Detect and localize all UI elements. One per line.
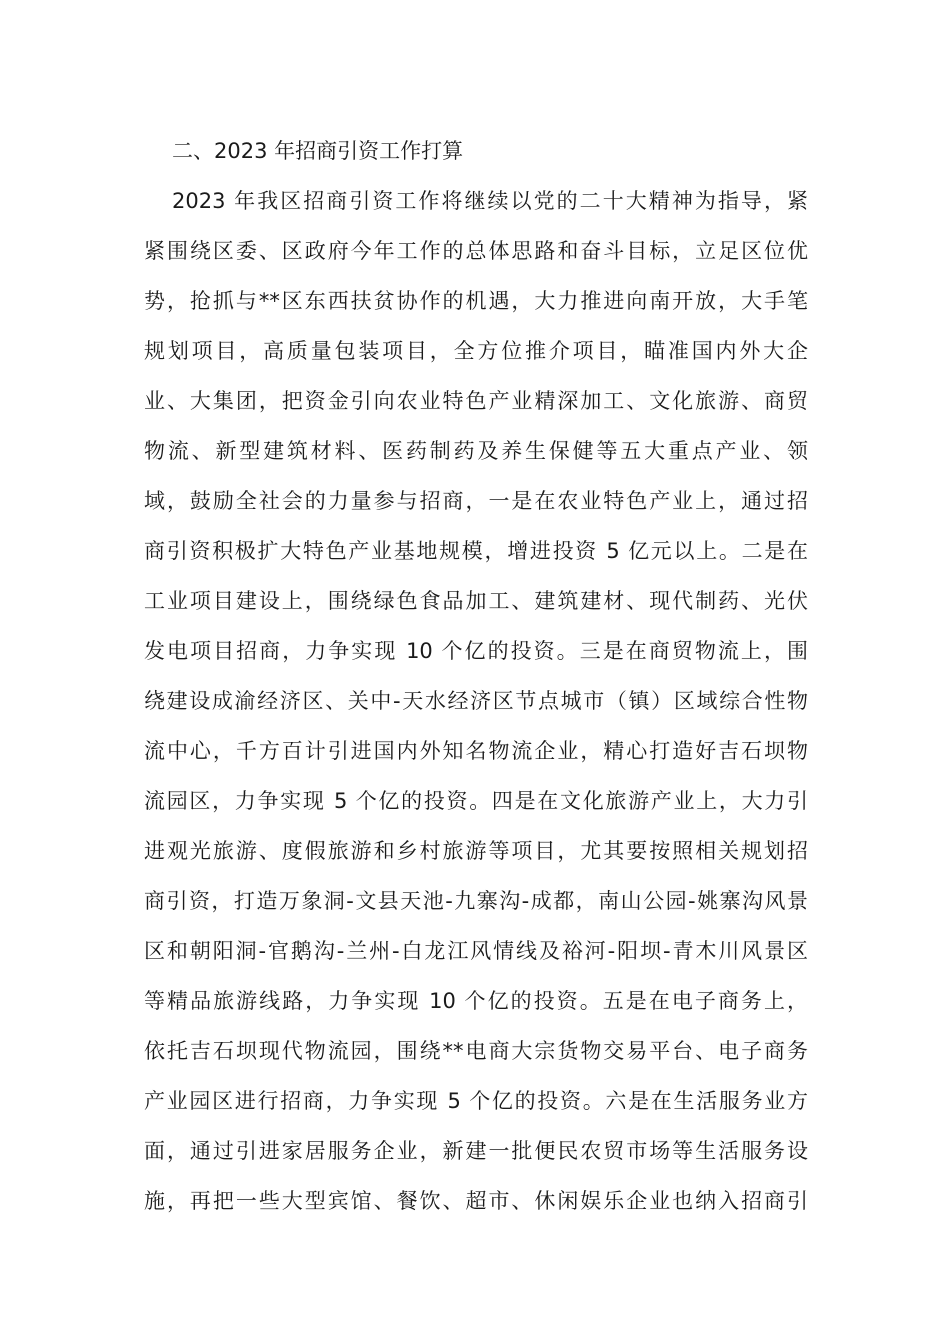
text-line: 发电项目招商，力争实现 10 个亿的投资。三是在商贸物流上，围 <box>144 639 808 663</box>
text-line: 绕建设成渝经济区、关中-天水经济区节点城市（镇）区域综合性物 <box>144 689 808 713</box>
text-line: 域，鼓励全社会的力量参与招商，一是在农业特色产业上，通过招 <box>144 489 808 513</box>
text-line: 商引资积极扩大特色产业基地规模，增进投资 5 亿元以上。二是在 <box>144 539 808 563</box>
text-line: 产业园区进行招商，力争实现 5 个亿的投资。六是在生活服务业方 <box>144 1089 808 1113</box>
text-line: 规划项目，高质量包装项目，全方位推介项目，瞄准国内外大企 <box>144 339 808 363</box>
text-line: 依托吉石坝现代物流园，围绕**电商大宗货物交易平台、电子商务 <box>144 1039 808 1063</box>
text-line: 工业项目建设上，围绕绿色食品加工、建筑建材、现代制药、光伏 <box>144 589 808 613</box>
text-line: 业、大集团，把资金引向农业特色产业精深加工、文化旅游、商贸 <box>144 389 808 413</box>
text-line: 面，通过引进家居服务企业，新建一批便民农贸市场等生活服务设 <box>144 1139 808 1163</box>
text-line: 区和朝阳洞-官鹅沟-兰州-白龙江风情线及裕河-阳坝-青木川风景区 <box>144 939 808 963</box>
text-line: 2023 年我区招商引资工作将继续以党的二十大精神为指导，紧 <box>172 189 808 213</box>
text-line: 流中心，千方百计引进国内外知名物流企业，精心打造好吉石坝物 <box>144 739 808 763</box>
text-line: 势，抢抓与**区东西扶贫协作的机遇，大力推进向南开放，大手笔 <box>144 289 808 313</box>
text-line: 施，再把一些大型宾馆、餐饮、超市、休闲娱乐企业也纳入招商引 <box>144 1189 808 1213</box>
text-line: 流园区，力争实现 5 个亿的投资。四是在文化旅游产业上，大力引 <box>144 789 808 813</box>
text-line: 紧围绕区委、区政府今年工作的总体思路和奋斗目标，立足区位优 <box>144 239 808 263</box>
document-body <box>144 126 808 1226</box>
text-line: 物流、新型建筑材料、医药制药及养生保健等五大重点产业、领 <box>144 439 808 463</box>
text-line: 商引资，打造万象洞-文县天池-九寨沟-成都，南山公园-姚寨沟风景 <box>144 889 808 913</box>
section-heading: 二、2023 年招商引资工作打算 <box>172 139 464 163</box>
text-line: 进观光旅游、度假旅游和乡村旅游等项目，尤其要按照相关规划招 <box>144 839 808 863</box>
text-line: 等精品旅游线路，力争实现 10 个亿的投资。五是在电子商务上， <box>144 989 808 1013</box>
